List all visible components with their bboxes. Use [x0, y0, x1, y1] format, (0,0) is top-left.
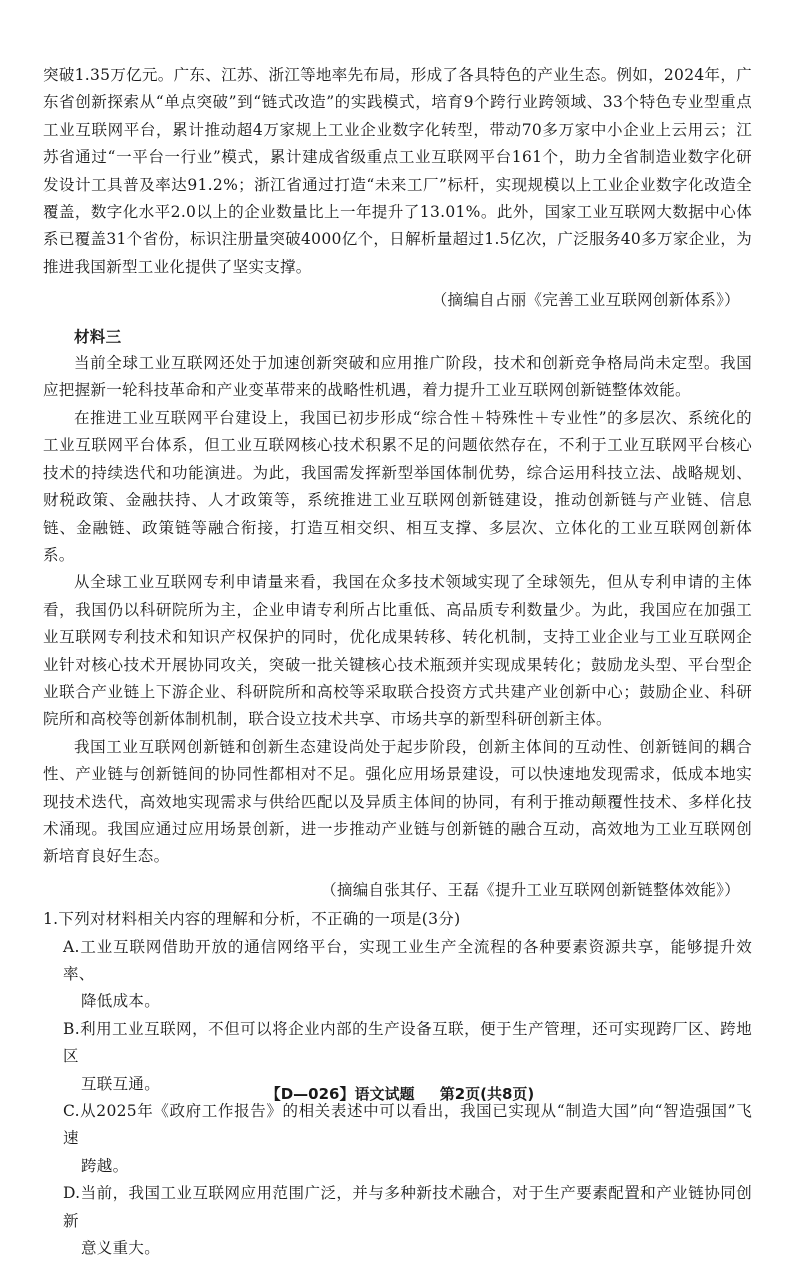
page-footer: [0, 1083, 800, 1104]
page-number: 第2页(共8页): [439, 1085, 535, 1103]
option-d-line2: 意义重大。: [81, 1239, 161, 1258]
exam-code: 【D—026】语文试题: [265, 1085, 415, 1103]
option-d-line1: D.当前，我国工业互联网应用范围广泛，并与多种新技术融合，对于生产要素配置和产业链协同创新: [63, 1184, 752, 1230]
paragraph-top: 突破1.35万亿元。广东、江苏、浙江等地率先布局，形成了各具特色的产业生态。例如，2024年，广东省创新探索从“单点突破”到“链式改造”的实践模式，培育9个跨行业跨领域、33个特色专业型重点工业互联网平台，累计推动超4万家规上工业企业数字化转型，带动70多万家中小企业上云用云；江苏省通过“一平台一行业”模式，累计建成省级重点工业互联网平台161个，助力全省制造业数字化研发设计工具普及率达91.2%；浙江省通过打造“未来工厂”标杆，实现规模以上工业企业数字化改造全覆盖，数字化水平2.0以上的企业数量比上一年提升了13.01%。此外，国家工业互联网大数据中心体系已覆盖31个省份，标识注册量突破4000亿个，日解析量超过1.5亿次，广泛服务40多万家企业，为推进我国新型工业化提供了坚实支撑。: [43, 66, 752, 276]
m3-paragraph-2: 在推进工业互联网平台建设上，我国已初步形成“综合性＋特殊性＋专业性”的多层次、系统化的工业互联网平台体系，但工业互联网核心技术积累不足的问题依然存在，不利于工业互联网平台核心技术的持续迭代和功能演进。为此，我国需发挥新型举国体制优势，综合运用科技立法、战略规划、财税政策、金融扶持、人才政策等，系统推进工业互联网创新链建设，推动创新链与产业链、信息链、金融链、政策链等融合衔接，打造互相交织、相互支撑、多层次、立体化的工业互联网创新体系。: [43, 408, 752, 564]
option-a[interactable]: [43, 934, 752, 1016]
m3-paragraph-3: 从全球工业互联网专利申请量来看，我国在众多技术领域实现了全球领先，但从专利申请的主体看，我国仍以科研院所为主，企业申请专利所占比重低、高品质专利数量少。为此，我国应在加强工业互联网专利技术和知识产权保护的同时，优化成果转移、转化机制，支持工业企业与工业互联网企业针对核心技术开展协同攻关，突破一批关键核心技术瓶颈并实现成果转化；鼓励龙头型、平台型企业联合产业链上下游企业、科研院所和高校等采取联合投资方式共建产业创新中心；鼓励企业、科研院所和高校等创新体制机制，联合设立技术共享、市场共享的新型科研创新主体。: [43, 573, 752, 729]
option-c-line2: 跨越。: [81, 1156, 129, 1175]
m3-paragraph-1: 当前全球工业互联网还处于加速创新突破和应用推广阶段，技术和创新竞争格局尚未定型。我国应把握新一轮科技革命和产业变革带来的战略性机遇，着力提升工业互联网创新链整体效能。: [43, 354, 752, 400]
option-a-line2: 降低成本。: [81, 992, 161, 1011]
option-b-line1: B.利用工业互联网，不但可以将企业内部的生产设备互联，便于生产管理，还可实现跨厂区、跨地区: [63, 1019, 752, 1066]
material-3-title: 材料三: [74, 326, 122, 346]
option-a-line1: A.工业互联网借助开放的通信网络平台，实现工业生产全流程的各种要素资源共享，能够提升效率、: [63, 937, 752, 983]
option-b-line2: 互联互通。: [81, 1074, 161, 1093]
m3-paragraph-4: 我国工业互联网创新链和创新生态建设尚处于起步阶段，创新主体间的互动性、创新链间的耦合性、产业链与创新链间的协同性都相对不足。强化应用场景建设，可以快速地发现需求，低成本地实现技术迭代，高效地实现需求与供给匹配以及异质主体间的协同，有利于推动颠覆性技术、多样化技术涌现。我国应通过应用场景创新，进一步推动产业链与创新链的融合互动，高效地为工业互联网创新培育良好生态。: [43, 737, 752, 866]
question-1-stem: 1.下列对材料相关内容的理解和分析，不正确的一项是(3分): [43, 910, 461, 929]
option-c-line1: C.从2025年《政府工作报告》的相关表述中可以看出，我国已实现从“制造大国”向“智造强国”飞速: [63, 1102, 752, 1148]
option-c[interactable]: [43, 1098, 752, 1180]
source-citation-2: （摘编自占丽《完善工业互联网创新体系》）: [431, 291, 740, 310]
source-citation-3: （摘编自张其仔、王磊《提升工业互联网创新链整体效能》）: [321, 880, 740, 899]
option-d[interactable]: [43, 1180, 752, 1262]
